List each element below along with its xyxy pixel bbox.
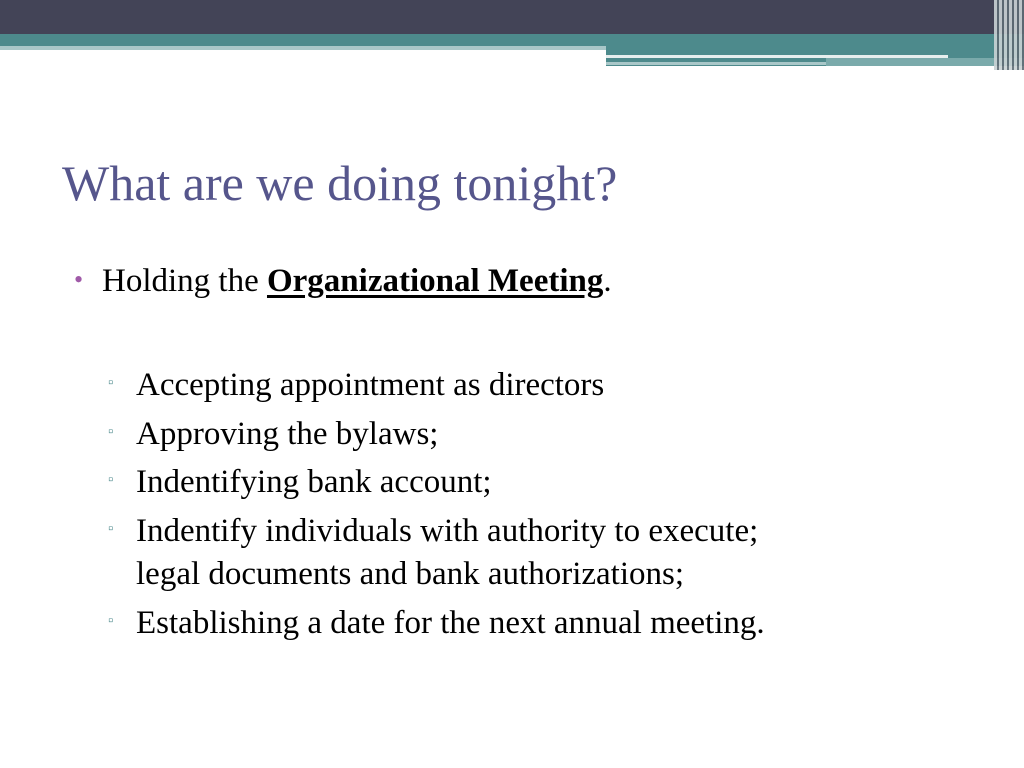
- sub-bullet-text: Accepting appointment as directors: [136, 367, 605, 403]
- header-band-light: [0, 46, 606, 50]
- sub-bullet-item: [108, 510, 765, 597]
- square-bullet-icon: ▫: [108, 520, 114, 537]
- sub-bullet-text: Indentifying bank account;: [136, 464, 492, 501]
- bullet-dot-icon: •: [74, 265, 84, 294]
- sub-bullet-item: [108, 461, 765, 505]
- header-band-teal: [0, 34, 1024, 46]
- square-bullet-icon: ▫: [108, 375, 114, 391]
- sub-bullet-item: [108, 364, 765, 408]
- main-bullet: [74, 262, 612, 302]
- header-accent-line: [606, 55, 948, 58]
- main-bullet-prefix: Holding the: [102, 263, 267, 299]
- sub-bullet-text: Indentify individuals with authority to execute; legal documents and bank authorizations;: [136, 512, 759, 593]
- sub-bullet-list: [108, 364, 765, 650]
- slide-title: What are we doing tonight?: [62, 155, 618, 211]
- header-corner-stripes: [994, 0, 1024, 70]
- header-band-dark: [0, 0, 1024, 34]
- square-bullet-icon: ▫: [108, 423, 114, 440]
- sub-bullet-text: Approving the bylaws;: [136, 415, 439, 452]
- main-bullet-suffix: .: [603, 263, 612, 299]
- sub-bullet-item: [108, 602, 765, 646]
- header-accent-line-2: [606, 62, 826, 65]
- square-bullet-icon: ▫: [108, 612, 114, 629]
- sub-bullet-item: [108, 413, 765, 457]
- square-bullet-icon: ▫: [108, 472, 114, 489]
- main-bullet-emphasis: Organizational Meeting: [266, 263, 604, 299]
- sub-bullet-text: Establishing a date for the next annual meeting.: [136, 604, 765, 641]
